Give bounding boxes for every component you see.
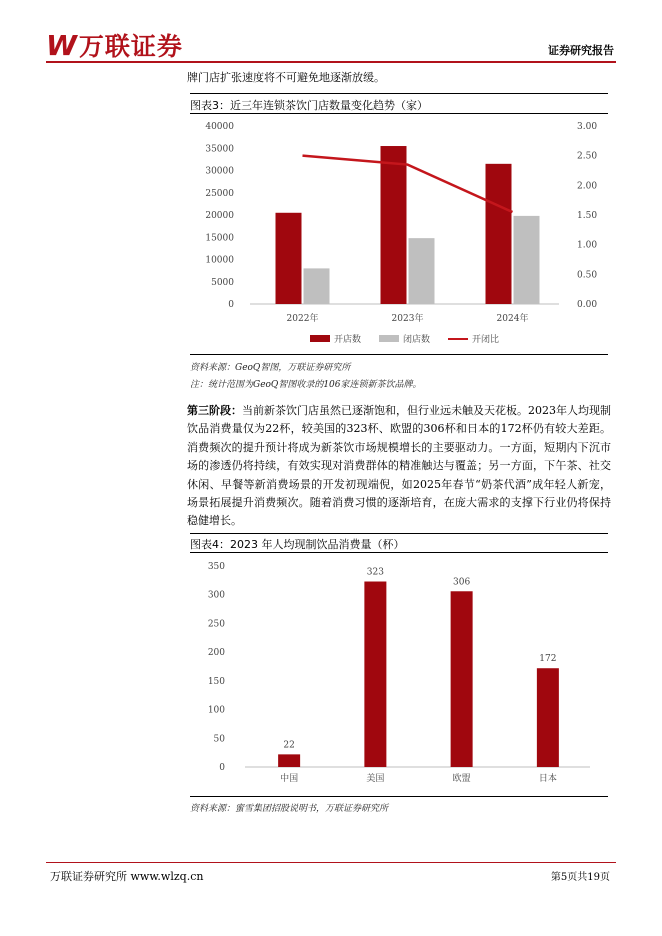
y-tick-label: 100 xyxy=(207,705,225,716)
y-tick-label: 200 xyxy=(207,648,225,659)
bar-consumption xyxy=(278,754,300,767)
legend-close xyxy=(379,332,430,345)
right-tick-label: 2.00 xyxy=(577,181,598,192)
left-tick-label: 30000 xyxy=(205,166,234,177)
figure3-title: 图表3：近三年连锁茶饮门店数量变化趋势（家） xyxy=(190,99,428,112)
figure4-title-rule xyxy=(190,552,608,553)
left-tick-label: 15000 xyxy=(205,233,234,244)
y-tick-label: 350 xyxy=(207,562,225,572)
right-tick-label: 0.50 xyxy=(577,270,598,281)
y-tick-label: 300 xyxy=(207,590,225,601)
legend-close-label: 闭店数 xyxy=(403,335,431,345)
footer-rule xyxy=(46,862,616,863)
y-tick-label: 150 xyxy=(207,676,225,687)
bar-close xyxy=(409,238,435,304)
report-type: 证券研究报告 xyxy=(548,44,614,57)
page-number: 第5页共19页 xyxy=(550,872,610,883)
bar-close xyxy=(304,268,330,304)
data-label: 323 xyxy=(366,567,384,578)
header-rule xyxy=(46,61,616,63)
left-tick-label: 10000 xyxy=(205,255,234,266)
left-tick-label: 0 xyxy=(228,300,234,310)
right-tick-label: 3.00 xyxy=(577,122,598,132)
bar-close xyxy=(514,216,540,304)
figure3-top-rule xyxy=(190,93,608,94)
legend-ratio-label: 开闭比 xyxy=(472,335,500,345)
right-tick-label: 2.50 xyxy=(577,151,598,162)
figure4-title: 图表4：2023 年人均现制饮品消费量（杯） xyxy=(190,538,405,551)
figure3-note: 注：统计范围为GeoQ智图收录的106家连锁新茶饮品牌。 xyxy=(190,380,422,390)
x-tick-label: 2023年 xyxy=(391,314,424,324)
bar-consumption xyxy=(537,668,559,767)
logo-text: 万联证券 xyxy=(78,32,183,61)
right-tick-label: 1.00 xyxy=(577,240,598,251)
data-label: 306 xyxy=(453,577,471,588)
footer-left: 万联证券研究所 www.wlzq.cn xyxy=(50,870,204,883)
legend-ratio xyxy=(448,332,499,345)
y-tick-label: 250 xyxy=(207,619,225,630)
logo-mark: W xyxy=(46,28,75,62)
legend-open-label: 开店数 xyxy=(334,335,362,345)
bar-open xyxy=(381,146,407,304)
y-tick-label: 0 xyxy=(219,763,225,773)
left-tick-label: 35000 xyxy=(205,144,234,155)
legend-close-swatch xyxy=(379,335,399,342)
x-tick-label: 中国 xyxy=(280,774,299,784)
left-tick-label: 25000 xyxy=(205,188,234,199)
data-label: 172 xyxy=(539,654,557,665)
left-tick-label: 20000 xyxy=(205,211,234,221)
x-tick-label: 2024年 xyxy=(496,314,529,324)
x-tick-label: 欧盟 xyxy=(452,774,471,784)
right-tick-label: 0.00 xyxy=(577,300,598,310)
legend-open-swatch xyxy=(310,335,330,342)
right-tick-label: 1.50 xyxy=(577,211,598,221)
figure4-top-rule xyxy=(190,533,608,534)
x-tick-label: 2022年 xyxy=(286,314,319,324)
store-trend-chart xyxy=(190,116,620,356)
brand-logo xyxy=(46,30,183,60)
left-tick-label: 40000 xyxy=(205,122,234,132)
bar-consumption xyxy=(451,591,473,767)
figure3-title-rule xyxy=(190,113,608,114)
data-label: 22 xyxy=(283,740,295,751)
paragraph-body: 当前新茶饮门店虽然已逐渐饱和，但行业远未触及天花板。2023年人均现制饮品消费量仅为22杯，较美国的323杯、欧盟的306杯和日本的172杯仍有较大差距。消费频次的提升预计将成为新茶饮市场规模增长的主要驱动力。一方面，短期内下沉市场的渗透仍将持续，有效实现对消费群体的精准触达与覆盖；另一方面，下午茶、社交休闲、早餐等新消费场景的开发初现端倪，如2025年春节“奶茶代酒”成年轻人新宠，场景拓展提升消费频次。随着消费习惯的逐渐培育，在庞大需求的支撑下行业仍将保持稳健增长。 xyxy=(187,404,611,528)
y-tick-label: 50 xyxy=(213,734,225,745)
bar-open xyxy=(486,164,512,304)
legend-ratio-swatch xyxy=(448,338,468,340)
bar-consumption xyxy=(364,582,386,767)
left-tick-label: 5000 xyxy=(211,277,234,288)
figure3-bottom-rule xyxy=(190,354,608,355)
x-tick-label: 美国 xyxy=(366,774,385,784)
figure4-source: 资料来源：蜜雪集团招股说明书，万联证券研究所 xyxy=(190,804,389,814)
per-capita-consumption-chart xyxy=(190,556,620,796)
ratio-line xyxy=(303,156,513,212)
stage3-paragraph xyxy=(187,402,611,531)
legend-open xyxy=(310,332,361,345)
figure4-bottom-rule xyxy=(190,796,608,797)
figure3-source: 资料来源：GeoQ智图，万联证券研究所 xyxy=(190,363,351,373)
x-tick-label: 日本 xyxy=(538,774,557,784)
bar-open xyxy=(276,213,302,304)
paragraph-lead: 第三阶段： xyxy=(187,404,242,417)
chart1-legend xyxy=(310,332,499,345)
continuation-text: 牌门店扩张速度将不可避免地逐渐放缓。 xyxy=(187,71,385,84)
